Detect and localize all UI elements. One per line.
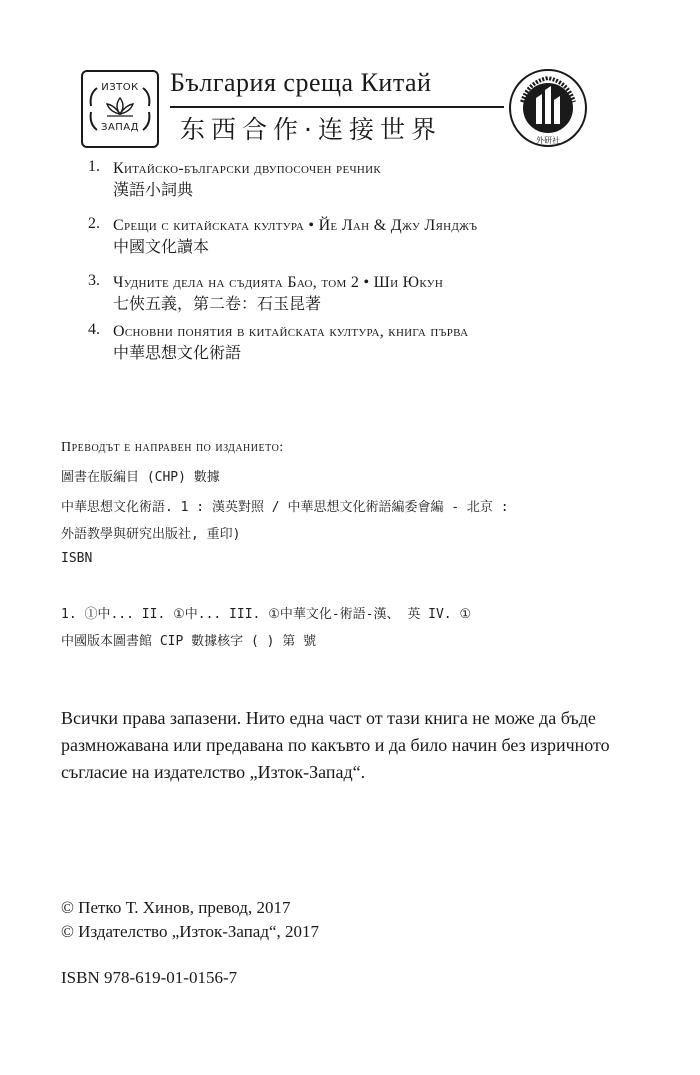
publisher-logo (81, 70, 159, 148)
list-item (80, 215, 640, 258)
cip-line: 中國版本圖書館 CIP 數據核字 ( ) 第 號 (61, 634, 317, 649)
partner-seal-label: 外研社 (536, 136, 560, 145)
cip-line: 圖書在版編目 (CHP) 數據 (61, 470, 220, 485)
title-divider (170, 106, 504, 108)
cip-line: ISBN (61, 551, 93, 566)
list-item (80, 321, 640, 364)
partner-seal (508, 68, 588, 148)
cip-line: 外語教學與研究出版社, 重印) (61, 527, 241, 542)
book-title-chinese: 漢語小詞典 (113, 180, 194, 199)
book-title: Основни понятия в китайската култура, книга първа (113, 323, 469, 340)
series-title: България среща Китай (170, 68, 432, 97)
cip-line: 中華思想文化術語. 1 : 漢英對照 / 中華思想文化術語編委會編 - 北京 : (61, 500, 509, 515)
logo-text-top: ИЗТОК (101, 82, 139, 93)
list-item-number: 2. (88, 215, 100, 232)
translation-source-heading: Преводът е направен по изданието: (61, 440, 284, 455)
copyright-translation: © Петко Т. Хинов, превод, 2017 (61, 898, 291, 917)
book-title-chinese: 七俠五義，第二卷：石玉昆著 (113, 294, 322, 313)
logo-text-bottom: ЗАПАД (101, 122, 139, 133)
list-item (80, 158, 640, 201)
list-item-number: 3. (88, 272, 100, 289)
list-item-number: 1. (88, 158, 100, 175)
rights-notice: Всички права запазени. Нито една част от тази книга не може да бъде размножавана или предавана по какъвто и да било начин без изричното съгласие на издателство „Изток-Запад“. (61, 708, 610, 782)
book-title-chinese: 中國文化讀本 (113, 237, 210, 256)
series-chinese-slogan: 东西合作·连接世界 (180, 115, 442, 144)
cip-line: 1. ①中... II. ①中... III. ①中華文化-術語-漢、 英 IV. ① (61, 607, 472, 622)
book-title: Чудните дела на съдията Бао, том 2 • Ши Юкун (113, 274, 444, 291)
copyright-publisher: © Издателство „Изток-Запад“, 2017 (61, 922, 320, 941)
book-title: Срещи с китайската култура • Йе Лан & Джу Лянджъ (113, 217, 478, 234)
list-item (80, 272, 640, 315)
book-title-chinese: 中華思想文化術語 (113, 343, 242, 362)
list-item-number: 4. (88, 321, 100, 338)
isbn: ISBN 978-619-01-0156-7 (61, 968, 238, 987)
book-series-list (80, 158, 640, 378)
book-title: Китайско-български двупосочен речник (113, 160, 382, 177)
